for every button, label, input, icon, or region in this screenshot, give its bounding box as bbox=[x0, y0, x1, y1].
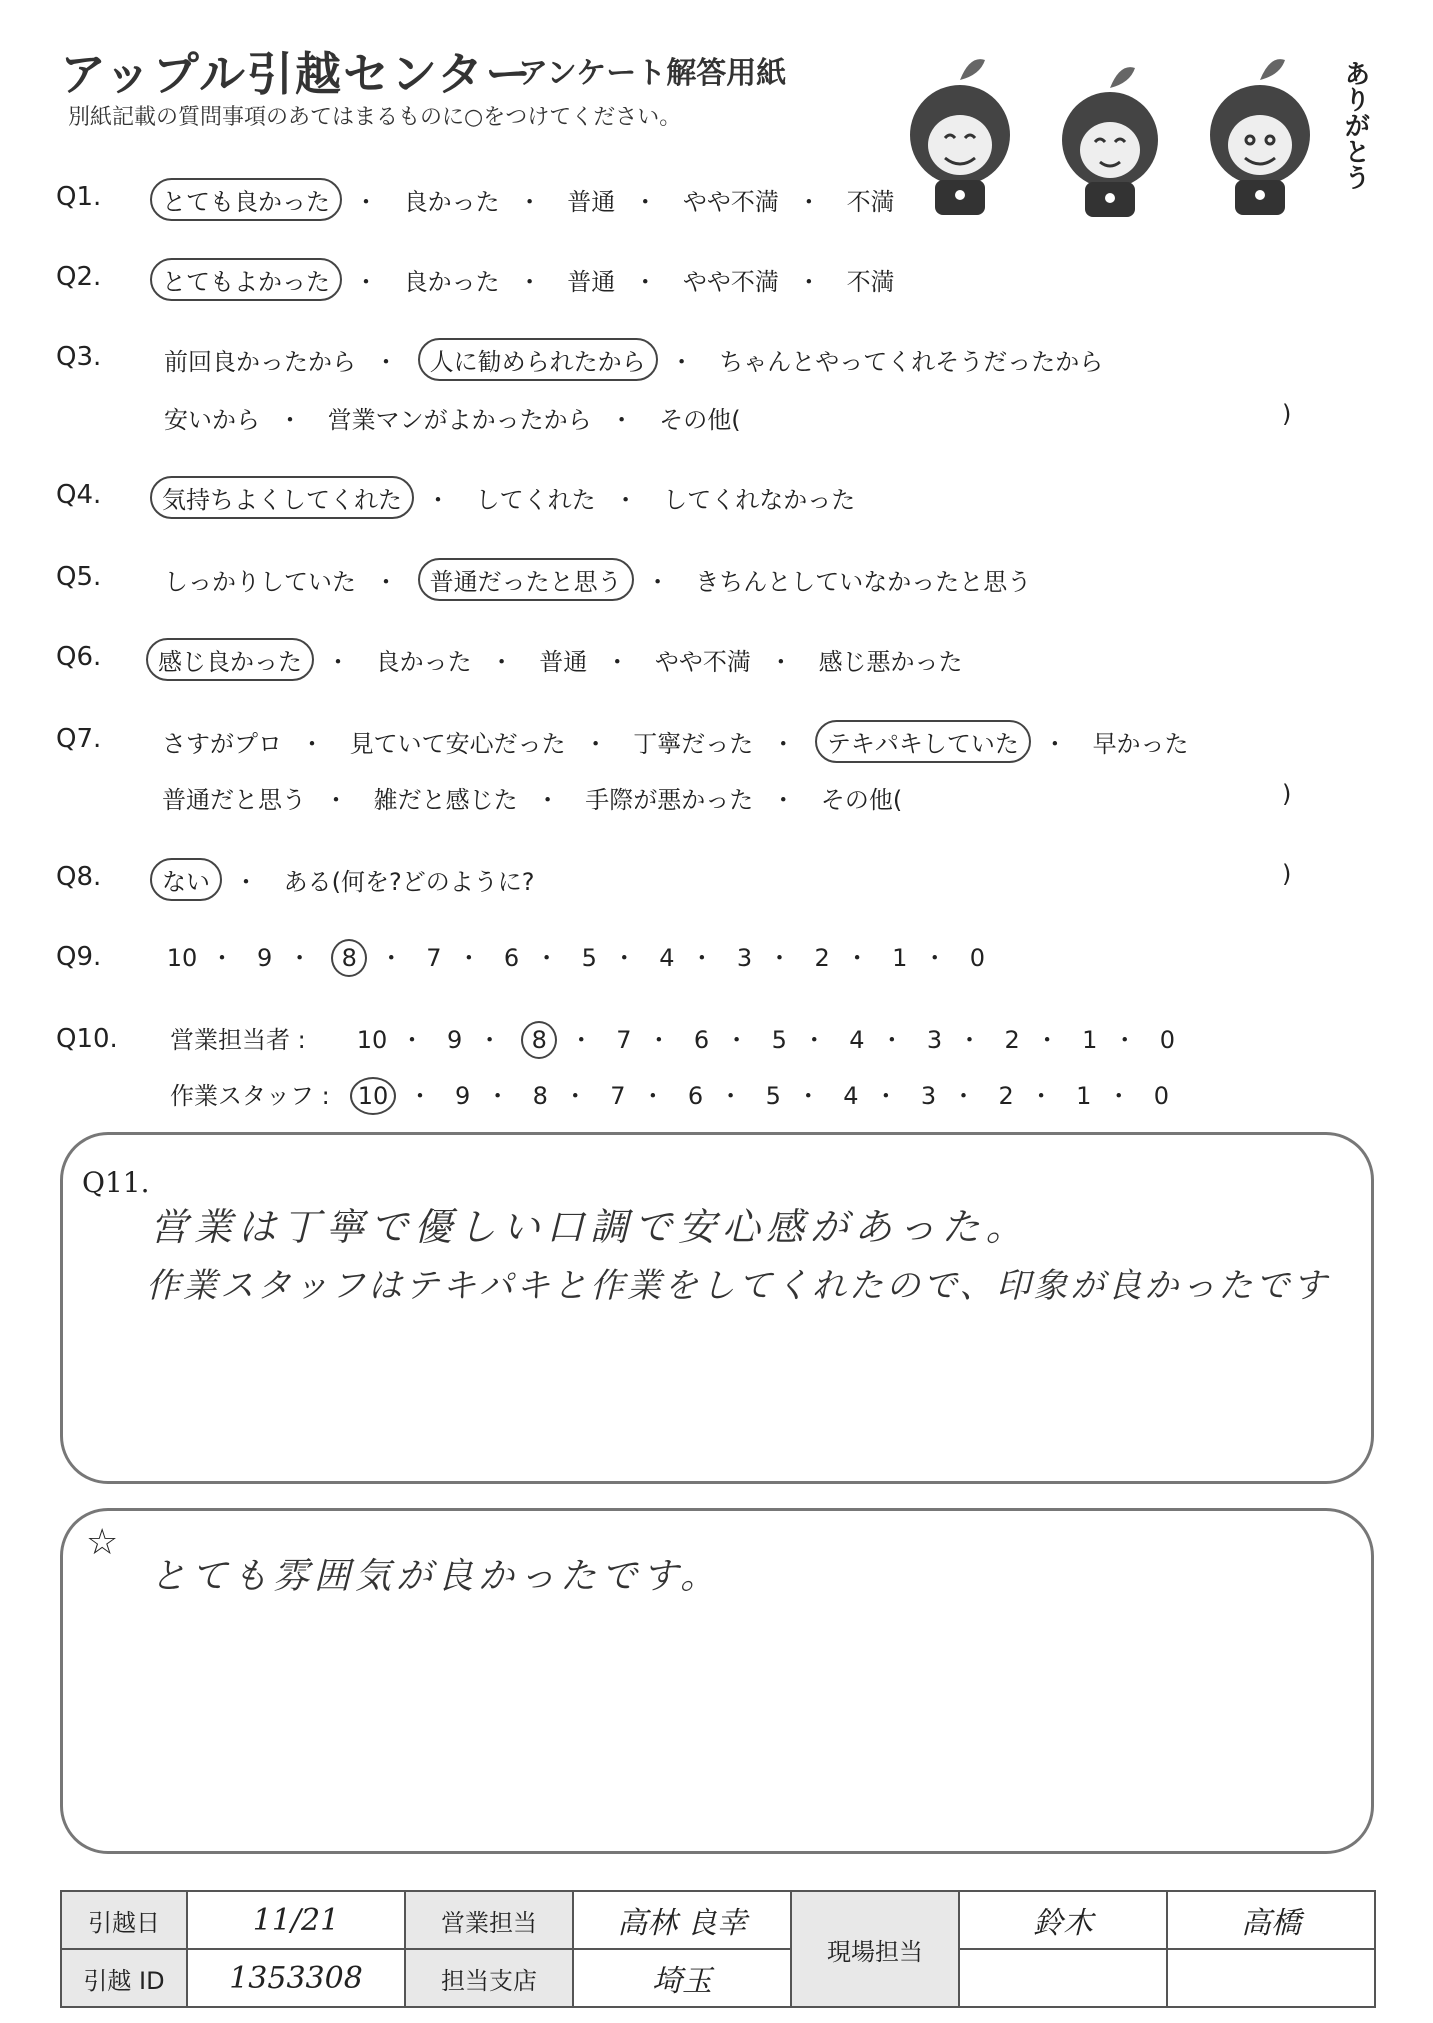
q7-paren-close: ) bbox=[1282, 780, 1292, 808]
q1-option-1[interactable]: とても良かった bbox=[150, 178, 342, 221]
q9-score-3[interactable]: 3 bbox=[736, 944, 753, 972]
q10-staff-score-4[interactable]: 4 bbox=[843, 1082, 859, 1110]
q7-option-7[interactable]: 雑だと感じた bbox=[373, 786, 518, 814]
q9-score-5[interactable]: 5 bbox=[581, 944, 597, 972]
q3-label: Q3. bbox=[56, 342, 102, 372]
q1-option-2[interactable]: 良かった bbox=[403, 188, 500, 216]
q4-options: 気持ちよくしてくれた ・ してくれた ・ してくれなかった bbox=[150, 476, 861, 519]
q10-staff-score-0[interactable]: 0 bbox=[1153, 1082, 1170, 1110]
q10-sales-score-7[interactable]: 7 bbox=[616, 1026, 632, 1054]
form-subtitle: アンケート解答用紙 bbox=[518, 56, 787, 91]
q9-score-7[interactable]: 7 bbox=[426, 944, 442, 972]
q10-staff-score-8[interactable]: 8 bbox=[532, 1082, 548, 1110]
q3-option-2[interactable]: 人に勧められたから bbox=[418, 338, 658, 381]
q9-score-1[interactable]: 1 bbox=[892, 944, 908, 972]
q10-sales-score-2[interactable]: 2 bbox=[1004, 1026, 1020, 1054]
q5-option-1[interactable]: しっかりしていた bbox=[164, 568, 356, 596]
q10-sales-scale: 10 ・ 9 ・ 8 ・ 7 ・ 6 ・ 5 ・ 4 ・ 3 ・ 2 ・ 1 ・ 0 bbox=[356, 1020, 1178, 1059]
q7-option-5[interactable]: 早かった bbox=[1092, 730, 1189, 758]
q3-paren-close: ) bbox=[1282, 400, 1292, 428]
move-id-label: 引越 ID bbox=[61, 1949, 187, 2007]
form-title: アップル引越センター bbox=[60, 47, 534, 101]
q4-label: Q4. bbox=[56, 480, 102, 510]
q4-option-2[interactable]: してくれた bbox=[475, 486, 596, 514]
q3-options-line1: 前回良かったから ・ 人に勧められたから ・ ちゃんとやってくれそうだったから bbox=[158, 338, 1109, 381]
q7-option-8[interactable]: 手際が悪かった bbox=[585, 786, 754, 814]
q9-score-9[interactable]: 9 bbox=[257, 944, 273, 972]
q6-option-3[interactable]: 普通 bbox=[539, 648, 588, 676]
q3-option-5[interactable]: 営業マンがよかったから bbox=[327, 406, 592, 434]
q7-option-1[interactable]: さすがプロ bbox=[162, 730, 282, 758]
q9-score-2[interactable]: 2 bbox=[814, 944, 830, 972]
q6-options: 感じ良かった ・ 良かった ・ 普通 ・ やや不満 ・ 感じ悪かった bbox=[146, 638, 969, 681]
q11-label: Q11. bbox=[82, 1166, 150, 1199]
q8-options: ない ・ ある(何を?どのように? bbox=[150, 858, 540, 901]
q5-options: しっかりしていた ・ 普通だったと思う ・ きちんとしていなかったと思う bbox=[158, 558, 1037, 601]
q2-label: Q2. bbox=[56, 262, 102, 292]
monkey-mascots-icon bbox=[880, 50, 1350, 220]
q10-sales-score-5[interactable]: 5 bbox=[771, 1026, 787, 1054]
q8-option-1[interactable]: ない bbox=[150, 858, 222, 901]
q8-label: Q8. bbox=[56, 862, 102, 892]
q2-option-2[interactable]: 良かった bbox=[403, 268, 500, 296]
q10-label: Q10. bbox=[56, 1024, 118, 1054]
q1-options: とても良かった ・ 良かった ・ 普通 ・ やや不満 ・ 不満 bbox=[150, 178, 901, 221]
q11-comment-line1: 営業は丁寧で優しい口調で安心感があった。 bbox=[150, 1205, 1030, 1249]
branch-value[interactable]: 埼玉 bbox=[573, 1949, 791, 2007]
move-id-value[interactable]: 1353308 bbox=[187, 1949, 405, 2007]
q2-option-1[interactable]: とてもよかった bbox=[150, 258, 342, 301]
q10-sales-score-0[interactable]: 0 bbox=[1159, 1026, 1176, 1054]
q7-option-3[interactable]: 丁寧だった bbox=[633, 730, 754, 758]
extra-comment-text: とても雰囲気が良かったです。 bbox=[150, 1556, 722, 1597]
q10-sales-score-4[interactable]: 4 bbox=[849, 1026, 865, 1054]
q10-sales-score-8[interactable]: 8 bbox=[521, 1021, 557, 1059]
q1-option-4[interactable]: やや不満 bbox=[682, 188, 779, 216]
q7-options-line1: さすがプロ ・ 見ていて安心だった ・ 丁寧だった ・ テキパキしていた ・ 早かった bbox=[156, 720, 1195, 763]
q10-staff-score-5[interactable]: 5 bbox=[765, 1082, 781, 1110]
q9-label: Q9. bbox=[56, 942, 102, 972]
q2-option-4[interactable]: やや不満 bbox=[682, 268, 779, 296]
q9-score-10[interactable]: 10 bbox=[166, 944, 198, 972]
q10-sales-label: 営業担当者 : bbox=[170, 1026, 306, 1054]
sales-rep-label: 営業担当 bbox=[405, 1891, 573, 1949]
q10-sales-score-10[interactable]: 10 bbox=[356, 1026, 388, 1054]
q6-option-2[interactable]: 良かった bbox=[375, 648, 472, 676]
q10-staff-score-6[interactable]: 6 bbox=[687, 1082, 704, 1110]
q7-label: Q7. bbox=[56, 724, 102, 754]
move-date-value[interactable]: 11/21 bbox=[187, 1891, 405, 1949]
q3-options-line2: 安いから ・ 営業マンがよかったから ・ その他( bbox=[158, 398, 747, 437]
star-icon: ☆ bbox=[86, 1522, 119, 1563]
q11-comment-box[interactable] bbox=[60, 1132, 1374, 1484]
q6-option-1[interactable]: 感じ良かった bbox=[146, 638, 314, 681]
q10-staff-score-2[interactable]: 2 bbox=[998, 1082, 1014, 1110]
q10-staff-label: 作業スタッフ : bbox=[170, 1082, 330, 1110]
footer-info-table bbox=[60, 1890, 1376, 2008]
q10-staff-score-3[interactable]: 3 bbox=[920, 1082, 937, 1110]
q10-sales-score-6[interactable]: 6 bbox=[693, 1026, 710, 1054]
q9-score-4[interactable]: 4 bbox=[659, 944, 675, 972]
instruction-text: 別紙記載の質問事項のあてはまるものに○をつけてください。 bbox=[68, 105, 682, 130]
q1-label: Q1. bbox=[56, 182, 102, 212]
q3-option-other[interactable]: その他( bbox=[659, 406, 741, 434]
q10-sales-score-1[interactable]: 1 bbox=[1082, 1026, 1098, 1054]
move-date-label: 引越日 bbox=[61, 1891, 187, 1949]
q5-option-2[interactable]: 普通だったと思う bbox=[418, 558, 634, 601]
q1-option-5[interactable]: 不満 bbox=[846, 188, 895, 216]
q2-option-5[interactable]: 不満 bbox=[846, 268, 895, 296]
q1-option-3[interactable]: 普通 bbox=[567, 188, 616, 216]
q9-score-6[interactable]: 6 bbox=[503, 944, 520, 972]
sales-rep-value[interactable]: 高林 良幸 bbox=[573, 1891, 791, 1949]
q7-option-2[interactable]: 見ていて安心だった bbox=[349, 730, 566, 758]
q7-option-6[interactable]: 普通だと思う bbox=[162, 786, 306, 814]
mascot-illustration bbox=[880, 50, 1350, 220]
q6-label: Q6. bbox=[56, 642, 102, 672]
q8-option-2[interactable]: ある(何を?どのように? bbox=[283, 868, 535, 896]
q11-comment-line2: 作業スタッフはテキパキと作業をしてくれたので、印象が良かったです bbox=[146, 1266, 1330, 1306]
q2-option-3[interactable]: 普通 bbox=[567, 268, 616, 296]
q10-staff-score-9[interactable]: 9 bbox=[455, 1082, 471, 1110]
q9-score-0[interactable]: 0 bbox=[969, 944, 986, 972]
q4-option-3[interactable]: してくれなかった bbox=[663, 486, 856, 514]
thanks-text: ありがとう bbox=[1340, 60, 1370, 190]
q2-options: とてもよかった ・ 良かった ・ 普通 ・ やや不満 ・ 不満 bbox=[150, 258, 901, 301]
q5-option-3[interactable]: きちんとしていなかったと思う bbox=[695, 568, 1032, 596]
q5-label: Q5. bbox=[56, 562, 102, 592]
branch-label: 担当支店 bbox=[405, 1949, 573, 2007]
q10-staff-score-1[interactable]: 1 bbox=[1076, 1082, 1092, 1110]
q10-staff-score-10[interactable]: 10 bbox=[350, 1077, 396, 1115]
site-staff-label: 現場担当 bbox=[791, 1891, 959, 2007]
q4-option-1[interactable]: 気持ちよくしてくれた bbox=[150, 476, 414, 519]
site-staff-value-2[interactable]: 高橋 bbox=[1167, 1891, 1375, 1949]
q6-option-4[interactable]: やや不満 bbox=[654, 648, 751, 676]
q9-score-8[interactable]: 8 bbox=[331, 939, 367, 977]
q3-option-3[interactable]: ちゃんとやってくれそうだったから bbox=[719, 348, 1104, 376]
q9-scale: 10 ・ 9 ・ 8 ・ 7 ・ 6 ・ 5 ・ 4 ・ 3 ・ 2 ・ 1 ・ 0 bbox=[166, 938, 988, 977]
q3-option-4[interactable]: 安いから bbox=[164, 406, 260, 434]
site-staff-empty-1[interactable] bbox=[959, 1949, 1167, 2007]
q3-option-1[interactable]: 前回良かったから bbox=[164, 348, 356, 376]
q10-staff-scale: 10 ・ 9 ・ 8 ・ 7 ・ 6 ・ 5 ・ 4 ・ 3 ・ 2 ・ 1 ・ 0 bbox=[350, 1076, 1172, 1115]
site-staff-empty-2[interactable] bbox=[1167, 1949, 1375, 2007]
site-staff-value-1[interactable]: 鈴木 bbox=[959, 1891, 1167, 1949]
q7-option-4[interactable]: テキパキしていた bbox=[815, 720, 1031, 763]
q10-sales-score-9[interactable]: 9 bbox=[447, 1026, 463, 1054]
q8-paren-close: ) bbox=[1282, 860, 1292, 888]
q10-staff-score-7[interactable]: 7 bbox=[610, 1082, 626, 1110]
q10-sales-score-3[interactable]: 3 bbox=[926, 1026, 943, 1054]
q6-option-5[interactable]: 感じ悪かった bbox=[818, 648, 963, 676]
q7-option-other[interactable]: その他( bbox=[820, 786, 903, 814]
q7-options-line2: 普通だと思う ・ 雑だと感じた ・ 手際が悪かった ・ その他( bbox=[156, 778, 908, 817]
